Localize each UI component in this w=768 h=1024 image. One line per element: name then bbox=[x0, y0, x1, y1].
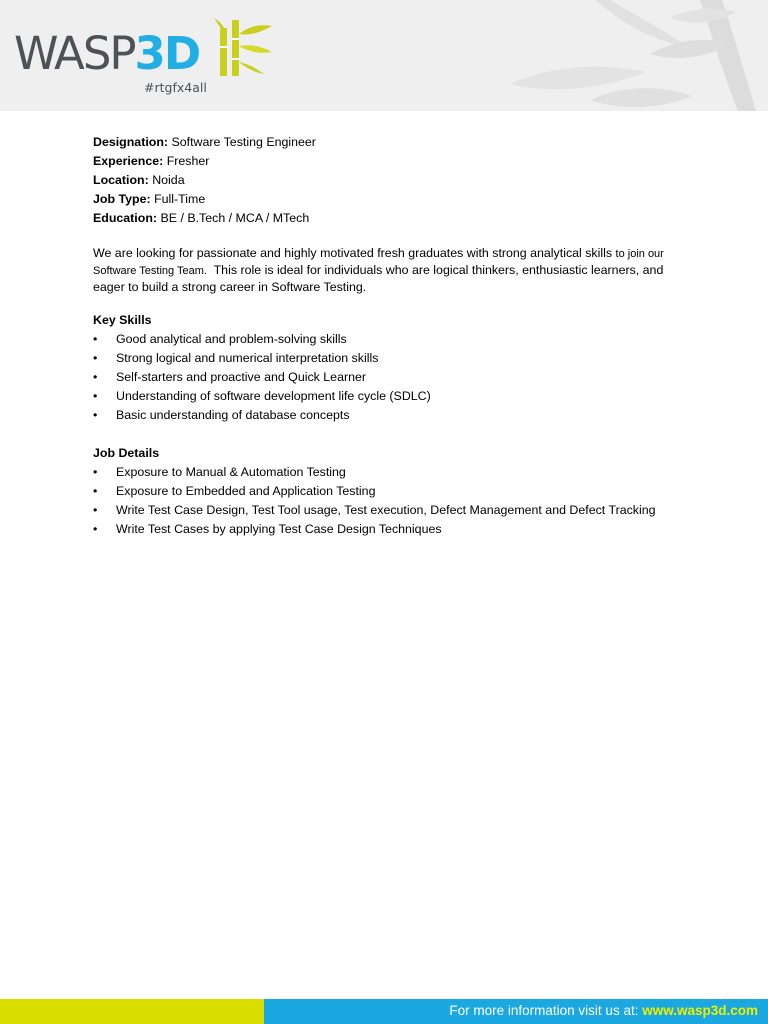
list-item bbox=[93, 463, 673, 482]
experience-label: Experience: bbox=[93, 154, 164, 168]
wasp3d-logo bbox=[14, 16, 274, 96]
key-skills-list bbox=[93, 330, 673, 425]
key-skills-heading: Key Skills bbox=[93, 313, 152, 327]
education-label: Education: bbox=[93, 211, 158, 225]
footer-info bbox=[449, 1003, 758, 1018]
list-item-text: Basic understanding of database concepts bbox=[116, 408, 350, 422]
intro-paragraph bbox=[93, 245, 673, 295]
location-line bbox=[93, 171, 673, 190]
job-details-list bbox=[93, 463, 673, 539]
job-type-line bbox=[93, 190, 673, 209]
list-item bbox=[93, 482, 673, 501]
bullet-icon: • bbox=[93, 389, 98, 403]
list-item bbox=[93, 349, 673, 368]
list-item-text: Strong logical and numerical interpretation skills bbox=[116, 351, 379, 365]
bamboo-icon bbox=[214, 16, 274, 78]
list-item bbox=[93, 406, 673, 425]
footer-yellow-band bbox=[0, 999, 264, 1024]
list-item-text: Write Test Case Design, Test Tool usage, Test execution, Defect Management and Defect Tracking bbox=[116, 503, 656, 517]
education-line bbox=[93, 209, 673, 228]
footer-blue-band bbox=[264, 999, 768, 1024]
job-type-label: Job Type: bbox=[93, 192, 151, 206]
designation-value: Software Testing Engineer bbox=[171, 135, 316, 149]
location-label: Location: bbox=[93, 173, 149, 187]
bullet-icon: • bbox=[93, 408, 98, 422]
page-header bbox=[0, 0, 768, 111]
bullet-icon: • bbox=[93, 351, 98, 365]
designation-label: Designation: bbox=[93, 135, 169, 149]
list-item-text: Exposure to Manual & Automation Testing bbox=[116, 465, 346, 479]
education-value: BE / B.Tech / MCA / MTech bbox=[160, 211, 310, 225]
list-item bbox=[93, 501, 673, 520]
intro-part-3: This role is ideal for individuals who are logical thinkers, enthusiastic learners, and eager to build a strong career in Software Testing. bbox=[93, 263, 664, 294]
logo-main-text: WASP bbox=[14, 27, 135, 80]
experience-line bbox=[93, 152, 673, 171]
footer-info-text: For more information visit us at: bbox=[449, 1003, 639, 1018]
list-item-text: Exposure to Embedded and Application Testing bbox=[116, 484, 376, 498]
list-item bbox=[93, 368, 673, 387]
job-description bbox=[93, 133, 673, 539]
list-item-text: Self-starters and proactive and Quick Learner bbox=[116, 370, 367, 384]
list-item-text: Write Test Cases by applying Test Case Design Techniques bbox=[116, 522, 442, 536]
bullet-icon: • bbox=[93, 332, 98, 346]
job-type-value: Full-Time bbox=[154, 192, 206, 206]
list-item bbox=[93, 520, 673, 539]
list-item-text: Understanding of software development life cycle (SDLC) bbox=[116, 389, 431, 403]
list-item-text: Good analytical and problem-solving skills bbox=[116, 332, 347, 346]
logo-tagline: #rtgfx4all bbox=[144, 80, 207, 95]
bullet-icon: • bbox=[93, 484, 98, 498]
list-item bbox=[93, 387, 673, 406]
bamboo-leaves-decoration bbox=[500, 0, 768, 111]
location-value: Noida bbox=[152, 173, 185, 187]
footer-website-link[interactable]: www.wasp3d.com bbox=[642, 1003, 758, 1018]
logo-wordmark bbox=[14, 27, 200, 80]
intro-part-2: to join our Software Testing Team. bbox=[93, 248, 664, 277]
list-item bbox=[93, 330, 673, 349]
intro-part-1: We are looking for passionate and highly motivated fresh graduates with strong analytical skills bbox=[93, 246, 613, 260]
bullet-icon: • bbox=[93, 465, 98, 479]
designation-line bbox=[93, 133, 673, 152]
experience-value: Fresher bbox=[166, 154, 210, 168]
bullet-icon: • bbox=[93, 522, 98, 536]
bullet-icon: • bbox=[93, 503, 98, 517]
bullet-icon: • bbox=[93, 370, 98, 384]
job-details-heading: Job Details bbox=[93, 446, 160, 460]
logo-accent-text: 3D bbox=[134, 27, 200, 80]
